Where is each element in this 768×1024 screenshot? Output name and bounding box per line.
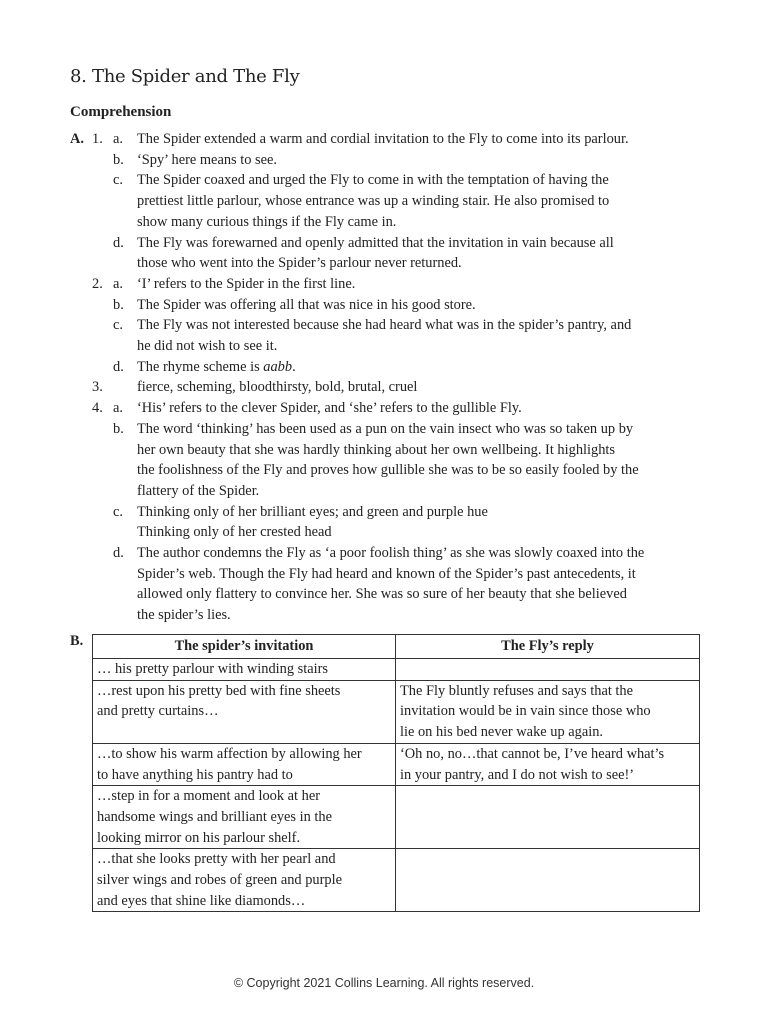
- cell-line: and pretty curtains…: [97, 703, 219, 720]
- answer-line: The Spider was offering all that was nice in his good store.: [137, 296, 476, 313]
- part-a-label: A.: [70, 131, 84, 147]
- sub-question-letter: d.: [113, 234, 124, 251]
- cell-line: … his pretty parlour with winding stairs: [97, 661, 329, 677]
- cell-line: …rest upon his pretty bed with fine sheets: [97, 682, 341, 699]
- answer-line: Thinking only of her crested head: [137, 524, 332, 541]
- sub-question-letter: a.: [113, 275, 123, 292]
- sub-question-letter: c.: [113, 503, 123, 520]
- question-number: 1.: [92, 131, 103, 147]
- cell-line: to have anything his pantry had to: [97, 766, 293, 783]
- answer-line: her own beauty that she was hardly thinking about her own wellbeing. It highlights: [137, 441, 615, 458]
- invitation-reply-table: [92, 634, 700, 912]
- cell-line: silver wings and robes of green and purple: [97, 872, 342, 889]
- answer-line: allowed only flattery to convince her. She was so sure of her beauty that she believed: [137, 586, 627, 603]
- reply-cell: [396, 786, 700, 849]
- answer-line: the spider’s lies.: [137, 607, 231, 624]
- header-invitation: The spider’s invitation: [93, 635, 396, 659]
- table-row: [93, 786, 700, 849]
- cell-line: and eyes that shine like diamonds…: [97, 892, 306, 909]
- cell-line: invitation would be in vain since those who: [400, 703, 651, 720]
- table-row: [93, 659, 700, 681]
- answer-line: ‘I’ refers to the Spider in the first line.: [137, 275, 356, 292]
- answer-line: those who went into the Spider’s parlour never returned.: [137, 255, 462, 272]
- page-title: 8. The Spider and The Fly: [70, 66, 300, 87]
- answer-line: flattery of the Spider.: [137, 482, 260, 499]
- sub-question-letter: c.: [113, 317, 123, 334]
- table-row: [93, 849, 700, 912]
- sub-question-letter: d.: [113, 545, 124, 561]
- reply-cell: [396, 659, 700, 681]
- sub-question-letter: b.: [113, 420, 124, 437]
- sub-question-letter: c.: [113, 172, 123, 189]
- table-row: [93, 680, 700, 743]
- cell-line: in your pantry, and I do not wish to see!’: [400, 766, 635, 783]
- header-reply: The Fly’s reply: [396, 635, 700, 659]
- question-number: 3.: [92, 379, 103, 396]
- invitation-cell: [93, 659, 396, 681]
- answer-line: show many curious things if the Fly came in.: [137, 213, 397, 230]
- answer-line: prettiest little parlour, whose entrance was up a winding stair. He also promised to: [137, 193, 610, 210]
- answer-line: the foolishness of the Fly and proves how gullible she was to be so easily fooled by the: [137, 462, 639, 479]
- table-row: [93, 743, 700, 785]
- sub-question-letter: a.: [113, 131, 123, 147]
- question-number: 4.: [92, 400, 103, 417]
- answer-line: ‘His’ refers to the clever Spider, and ‘she’ refers to the gullible Fly.: [137, 400, 522, 417]
- sub-question-letter: a.: [113, 400, 123, 417]
- cell-line: …to show his warm affection by allowing her: [97, 745, 362, 762]
- reply-cell: [396, 849, 700, 912]
- cell-line: …step in for a moment and look at her: [97, 788, 320, 805]
- table-header-row: [93, 635, 700, 659]
- reply-cell: [396, 743, 700, 785]
- section-heading: Comprehension: [70, 104, 172, 120]
- copyright-footer: © Copyright 2021 Collins Learning. All rights reserved.: [233, 976, 535, 990]
- answer-line: The Spider coaxed and urged the Fly to come in with the temptation of having the: [137, 172, 609, 189]
- answer-line: The Fly was not interested because she had heard what was in the spider’s pantry, and: [137, 317, 632, 334]
- answer-line: The Fly was forewarned and openly admitted that the invitation in vain because all: [137, 234, 614, 251]
- answer-line: The word ‘thinking’ has been used as a pun on the vain insect who was so taken up by: [137, 420, 634, 437]
- answer-text: .: [292, 358, 296, 375]
- cell-line: handsome wings and brilliant eyes in the: [97, 808, 333, 825]
- answer-line: he did not wish to see it.: [137, 338, 278, 354]
- cell-line: …that she looks pretty with her pearl and: [97, 851, 336, 868]
- sub-question-letter: b.: [113, 296, 124, 313]
- invitation-cell: [93, 786, 396, 849]
- answer-text: The rhyme scheme is: [137, 358, 264, 375]
- answer-text: fierce, scheming, bloodthirsty, bold, brutal, cruel: [137, 379, 418, 396]
- invitation-cell: [93, 680, 396, 743]
- cell-line: looking mirror on his parlour shelf.: [97, 829, 301, 846]
- cell-line: lie on his bed never wake up again.: [400, 724, 604, 741]
- cell-line: ‘Oh no, no…that cannot be, I’ve heard what’s: [400, 745, 665, 762]
- answer-line: ‘Spy’ here means to see.: [137, 151, 277, 168]
- cell-line: The Fly bluntly refuses and says that the: [400, 682, 634, 699]
- sub-question-letter: d.: [113, 358, 124, 375]
- answer-line: Thinking only of her brilliant eyes; and green and purple hue: [137, 503, 488, 520]
- part-b-label: B.: [70, 633, 84, 649]
- invitation-cell: [93, 743, 396, 785]
- answer-line: The Spider extended a warm and cordial invitation to the Fly to come into its parlour.: [137, 131, 629, 147]
- sub-question-letter: b.: [113, 151, 124, 168]
- question-number: 2.: [92, 275, 103, 292]
- reply-cell: [396, 680, 700, 743]
- answer-line: Spider’s web. Though the Fly had heard and known of the Spider’s past antecedents, it: [137, 565, 636, 582]
- invitation-cell: [93, 849, 396, 912]
- answer-line: The author condemns the Fly as ‘a poor foolish thing’ as she was slowly coaxed into the: [137, 545, 645, 561]
- rhyme-scheme: aabb: [263, 358, 293, 375]
- answer-line: [137, 357, 296, 378]
